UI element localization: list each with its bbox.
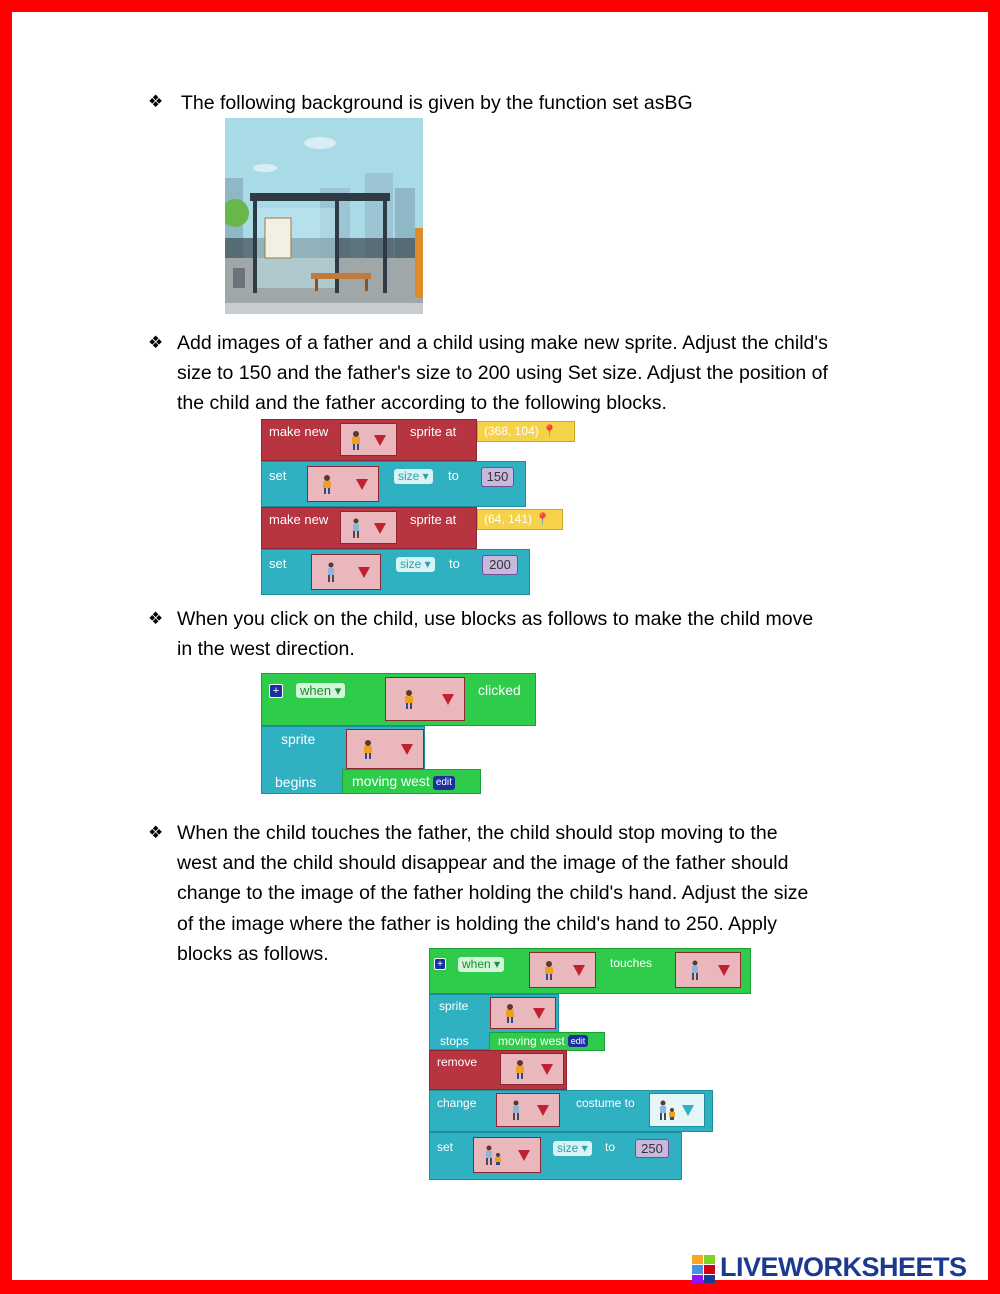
location-pin-icon: 📍 xyxy=(542,424,557,438)
edit-button[interactable]: edit xyxy=(568,1035,589,1047)
when-dropdown[interactable]: when ▾ xyxy=(458,957,504,972)
paragraph-4-line-2: west and the child should disappear and the image of the father should xyxy=(177,852,789,875)
remove-sprite-block[interactable] xyxy=(429,1050,567,1090)
touches-label: touches xyxy=(610,956,653,970)
make-new-sprite-block-child[interactable] xyxy=(261,419,477,461)
child-sprite-icon xyxy=(349,430,363,450)
location-pin-icon: 📍 xyxy=(535,512,551,526)
paragraph-3 xyxy=(177,604,813,664)
sprite-at-label: sprite at xyxy=(410,512,457,527)
bullet-icon: ❖ xyxy=(148,823,164,842)
paragraph-2-line-2: size to 150 and the father's size to 200 using Set size. Adjust the position of xyxy=(177,362,828,385)
sprite-at-label: sprite at xyxy=(410,424,457,439)
paragraph-4-line-3: change to the image of the father holding the child's hand. Adjust the size xyxy=(177,882,809,905)
paragraph-4-line-4: of the image where the father is holding the child's hand to 250. Apply xyxy=(177,912,777,935)
location-picker-1[interactable] xyxy=(477,421,575,442)
to-label: to xyxy=(605,1140,616,1154)
child-sprite-icon xyxy=(542,960,556,980)
remove-label: remove xyxy=(437,1055,478,1069)
child-sprite-icon xyxy=(402,689,416,709)
child-sprite-dropdown[interactable] xyxy=(340,423,397,456)
location-picker-2[interactable] xyxy=(477,509,563,530)
moving-west-label: moving west xyxy=(352,773,430,789)
child-sprite-icon xyxy=(513,1059,527,1079)
child-sprite-dropdown[interactable] xyxy=(346,729,424,769)
set-size-block-child[interactable] xyxy=(261,461,526,507)
paragraph-4 xyxy=(177,818,808,969)
when-dropdown[interactable]: when ▾ xyxy=(296,683,345,698)
father-holding-child-costume-icon xyxy=(658,1100,676,1120)
set-size-block-father[interactable] xyxy=(261,549,530,595)
moving-west-label: moving west xyxy=(498,1034,565,1048)
child-sprite-dropdown[interactable] xyxy=(307,466,379,502)
paragraph-2-line-3: the child and the father according to the following blocks. xyxy=(177,392,667,415)
liveworksheets-logo-icon xyxy=(692,1255,716,1283)
child-sprite-icon xyxy=(361,739,375,759)
bullet-icon: ❖ xyxy=(148,92,164,111)
set-label: set xyxy=(269,468,287,483)
coordinate-value-1: (368, 104) xyxy=(484,424,539,438)
make-new-label: make new xyxy=(269,512,329,527)
to-label: to xyxy=(449,556,460,571)
father-sprite-dropdown[interactable] xyxy=(340,511,397,544)
paragraph-3-line-2: in the west direction. xyxy=(177,638,355,661)
child-sprite-dropdown[interactable] xyxy=(385,677,465,721)
paragraph-1-text: The following background is given by the function set asBG xyxy=(181,92,693,114)
costume-to-label: costume to xyxy=(576,1096,635,1110)
sprite-label: sprite xyxy=(281,731,316,747)
size-value-150[interactable]: 150 xyxy=(481,467,514,487)
father-sprite-dropdown[interactable] xyxy=(496,1093,560,1127)
when-touches-event-block[interactable] xyxy=(429,948,751,994)
change-label: change xyxy=(437,1096,477,1110)
edit-button[interactable]: edit xyxy=(433,776,455,790)
moving-west-behavior-block[interactable] xyxy=(489,1032,605,1051)
when-clicked-event-block[interactable] xyxy=(261,673,536,726)
make-new-sprite-block-father[interactable] xyxy=(261,507,477,549)
liveworksheets-brand[interactable]: LIVEWORKSHEETS xyxy=(720,1252,967,1282)
sprite-label: sprite xyxy=(439,999,469,1013)
to-label: to xyxy=(448,468,459,483)
costume-dropdown[interactable] xyxy=(649,1093,705,1127)
moving-west-behavior-block[interactable] xyxy=(342,769,481,794)
father-sprite-icon xyxy=(509,1100,523,1120)
child-sprite-dropdown[interactable] xyxy=(490,997,556,1029)
father-sprite-icon xyxy=(349,518,363,538)
set-label: set xyxy=(437,1140,454,1154)
child-sprite-icon xyxy=(503,1003,517,1023)
size-value-200[interactable]: 200 xyxy=(482,555,518,575)
father-sprite-icon xyxy=(324,562,338,582)
paragraph-3-line-1: When you click on the child, use blocks as follows to make the child move xyxy=(177,608,814,630)
paragraph-4-line-1: When the child touches the father, the child should stop moving to the xyxy=(177,822,778,844)
father-holding-child-sprite-icon xyxy=(484,1145,502,1165)
clicked-label: clicked xyxy=(478,682,521,698)
father-sprite-dropdown[interactable] xyxy=(675,952,741,988)
change-costume-block[interactable] xyxy=(429,1090,713,1132)
set-label: set xyxy=(269,556,287,571)
size-property-dropdown[interactable]: size ▾ xyxy=(396,557,435,572)
size-property-dropdown[interactable]: size ▾ xyxy=(553,1141,592,1156)
size-value-250[interactable]: 250 xyxy=(635,1139,669,1158)
child-sprite-dropdown[interactable] xyxy=(500,1053,564,1085)
paragraph-1 xyxy=(181,88,693,118)
stops-label: stops xyxy=(440,1034,469,1048)
add-icon[interactable]: + xyxy=(269,684,283,698)
paragraph-2 xyxy=(177,328,828,419)
make-new-label: make new xyxy=(269,424,329,439)
child-sprite-dropdown[interactable] xyxy=(529,952,596,988)
father-sprite-dropdown[interactable] xyxy=(311,554,381,590)
paragraph-4-line-5: blocks as follows. xyxy=(177,942,329,965)
father-sprite-icon xyxy=(688,960,702,980)
size-property-dropdown[interactable]: size ▾ xyxy=(394,469,433,484)
paragraph-2-line-1: Add images of a father and a child using make new sprite. Adjust the child's xyxy=(177,332,828,354)
begins-label: begins xyxy=(275,774,317,790)
set-size-block-costume[interactable] xyxy=(429,1132,682,1180)
bus-stop-background-image xyxy=(225,118,423,314)
child-sprite-icon xyxy=(320,474,334,494)
add-icon[interactable]: + xyxy=(434,958,446,970)
bullet-icon: ❖ xyxy=(148,333,164,352)
father-child-sprite-dropdown[interactable] xyxy=(473,1137,541,1173)
bullet-icon: ❖ xyxy=(148,609,164,628)
coordinate-value-2: (64, 141) xyxy=(484,512,533,526)
